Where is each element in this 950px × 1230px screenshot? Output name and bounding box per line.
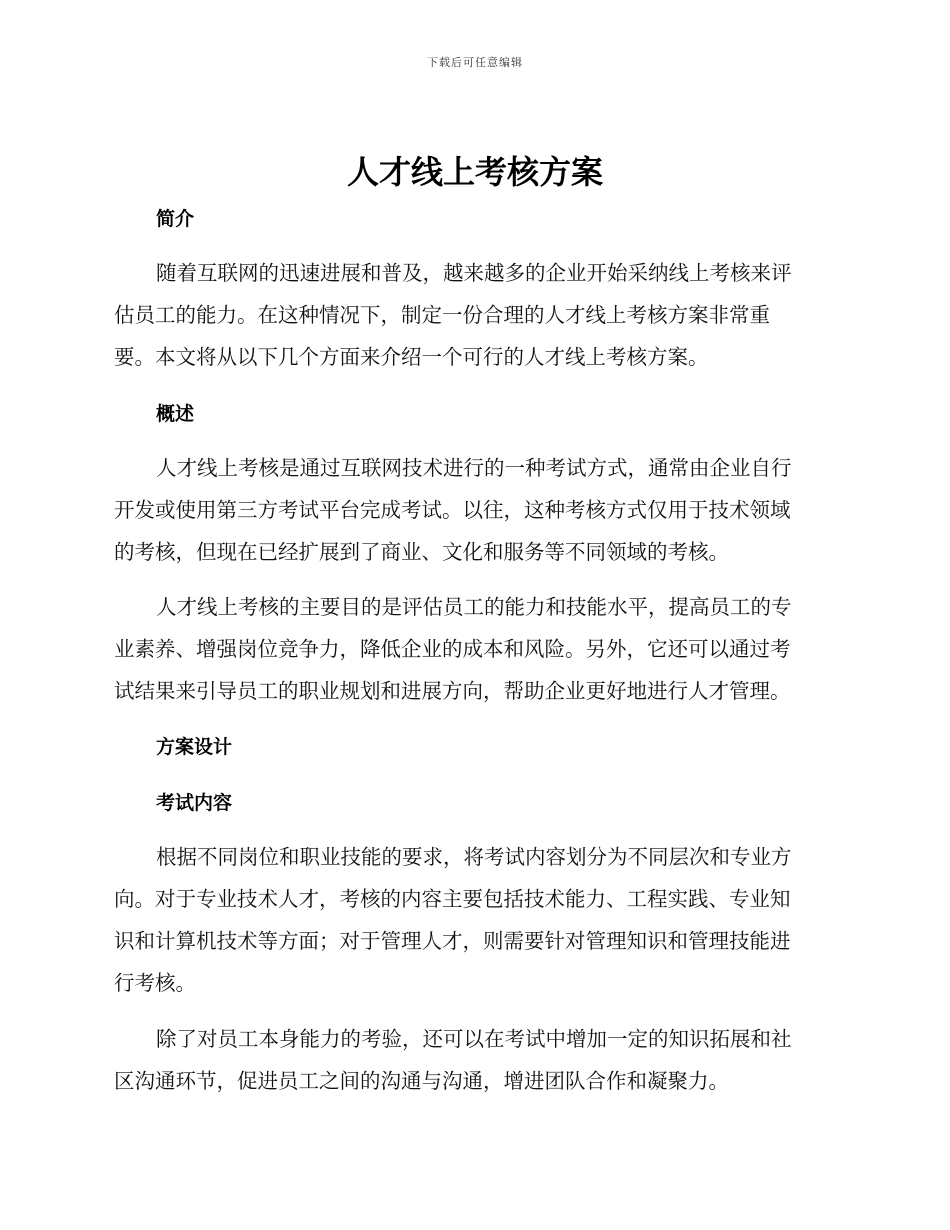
paragraph-line: 向。对于专业技术人才，考核的内容主要包括技术能力、工程实践、专业知 — [114, 887, 791, 911]
paragraph-line: 的考核，但现在已经扩展到了商业、文化和服务等不同领域的考核。 — [114, 540, 729, 564]
document-title: 人才线上考核方案 — [346, 153, 603, 191]
overview-paragraph-2 — [114, 586, 834, 712]
header-note: 下载后可任意编辑 — [427, 56, 523, 69]
content-paragraph-1 — [114, 836, 834, 1004]
paragraph-line: 除了对员工本身能力的考验，还可以在考试中增加一定的知识拓展和社 — [156, 1027, 792, 1051]
section-heading-intro: 简介 — [156, 208, 195, 230]
paragraph-line: 估员工的能力。在这种情况下，制定一份合理的人才线上考核方案非常重 — [114, 303, 770, 327]
paragraph-line: 识和计算机技术等方面；对于管理人才，则需要针对管理知识和管理技能进 — [114, 929, 791, 953]
section-heading-overview: 概述 — [156, 403, 195, 425]
paragraph-line: 根据不同岗位和职业技能的要求，将考试内容划分为不同层次和专业方 — [156, 845, 792, 869]
paragraph-line: 区沟通环节，促进员工之间的沟通与沟通，增进团队合作和凝聚力。 — [114, 1069, 729, 1093]
paragraph-line: 人才线上考核是通过互联网技术进行的一种考试方式，通常由企业自行 — [156, 456, 792, 480]
overview-paragraph-1 — [114, 447, 834, 573]
paragraph-line: 随着互联网的迅速进展和普及，越来越多的企业开始采纳线上考核来评 — [156, 261, 792, 285]
paragraph-line: 开发或使用第三方考试平台完成考试。以往，这种考核方式仅用于技术领域 — [114, 498, 791, 522]
paragraph-line: 试结果来引导员工的职业规划和进展方向，帮助企业更好地进行人才管理。 — [114, 679, 791, 703]
paragraph-line: 人才线上考核的主要目的是评估员工的能力和技能水平，提高员工的专 — [156, 595, 792, 619]
paragraph-line: 要。本文将从以下几个方面来介绍一个可行的人才线上考核方案。 — [114, 345, 709, 369]
intro-paragraph — [114, 252, 834, 378]
paragraph-line: 行考核。 — [114, 971, 196, 995]
paragraph-line: 业素养、增强岗位竞争力，降低企业的成本和风险。另外，它还可以通过考 — [114, 637, 791, 661]
section-heading-design: 方案设计 — [156, 736, 233, 758]
content-paragraph-2 — [114, 1018, 834, 1102]
section-heading-content: 考试内容 — [156, 792, 233, 814]
